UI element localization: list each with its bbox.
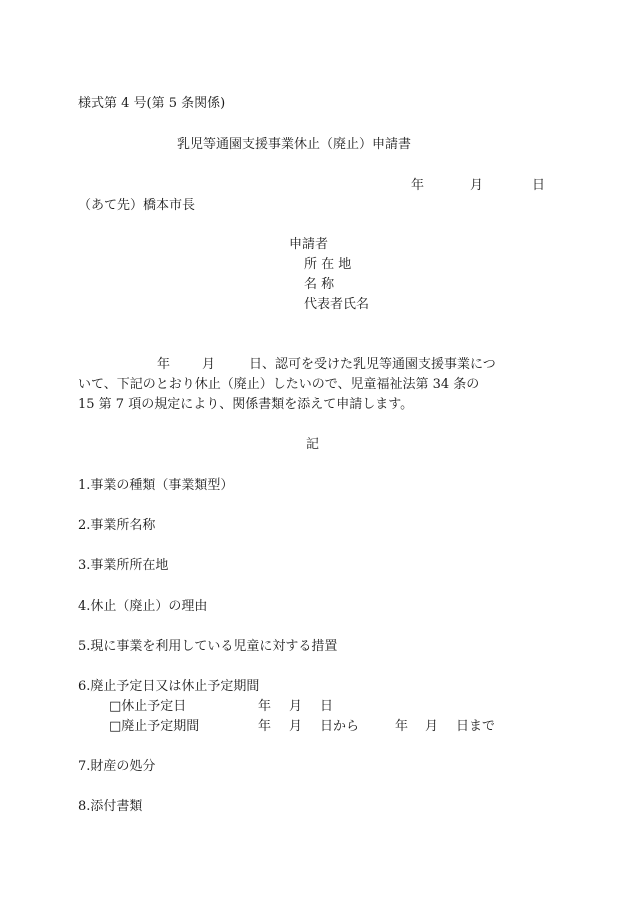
ki-heading: 記: [306, 437, 320, 452]
item-1: 1.事業の種類（事業類型）: [78, 478, 234, 493]
suspension-year: 年: [258, 699, 272, 714]
body-line2: いて、下記のとおり休止（廃止）したいので、児童福祉法第 34 条の: [78, 377, 480, 392]
item-8: 8.添付書類: [78, 799, 143, 814]
date-month: 月: [470, 178, 484, 193]
from-month: 月: [289, 719, 303, 734]
form-number: 様式第 4 号(第 5 条関係): [78, 96, 226, 111]
item-6: 6.廃止予定日又は休止予定期間: [78, 679, 260, 694]
item-5: 5.現に事業を利用している児童に対する措置: [78, 639, 338, 654]
body-line1: 日、認可を受けた乳児等通園支援事業につ: [249, 357, 496, 372]
item-4: 4.休止（廃止）の理由: [78, 599, 208, 614]
body-line3: 15 第 7 項の規定により、関係書類を添えて申請します。: [78, 397, 414, 412]
item-3: 3.事業所所在地: [78, 558, 169, 573]
suspension-date-label: □休止予定日: [109, 699, 187, 714]
body-month: 月: [202, 357, 216, 372]
date-day: 日: [532, 178, 546, 193]
body-year: 年: [157, 357, 171, 372]
location-label: 所 在 地: [304, 257, 352, 272]
applicant-heading: 申請者: [289, 237, 329, 252]
item-2: 2.事業所名称: [78, 518, 156, 533]
abolition-period-label: □廃止予定期間: [109, 719, 200, 734]
suspension-day: 日: [320, 699, 334, 714]
to-month: 月: [425, 719, 439, 734]
from-year: 年: [258, 719, 272, 734]
to-year: 年: [395, 719, 409, 734]
item-7: 7.財産の処分: [78, 759, 156, 774]
from-day: 日から: [320, 719, 360, 734]
suspension-month: 月: [289, 699, 303, 714]
document-title: 乳児等通園支援事業休止（廃止）申請書: [177, 137, 412, 152]
date-year: 年: [411, 178, 425, 193]
to-day: 日まで: [456, 719, 496, 734]
name-label: 名 称: [304, 277, 335, 292]
representative-label: 代表者氏名: [304, 297, 370, 312]
addressee: （あて先）橋本市長: [78, 198, 196, 213]
